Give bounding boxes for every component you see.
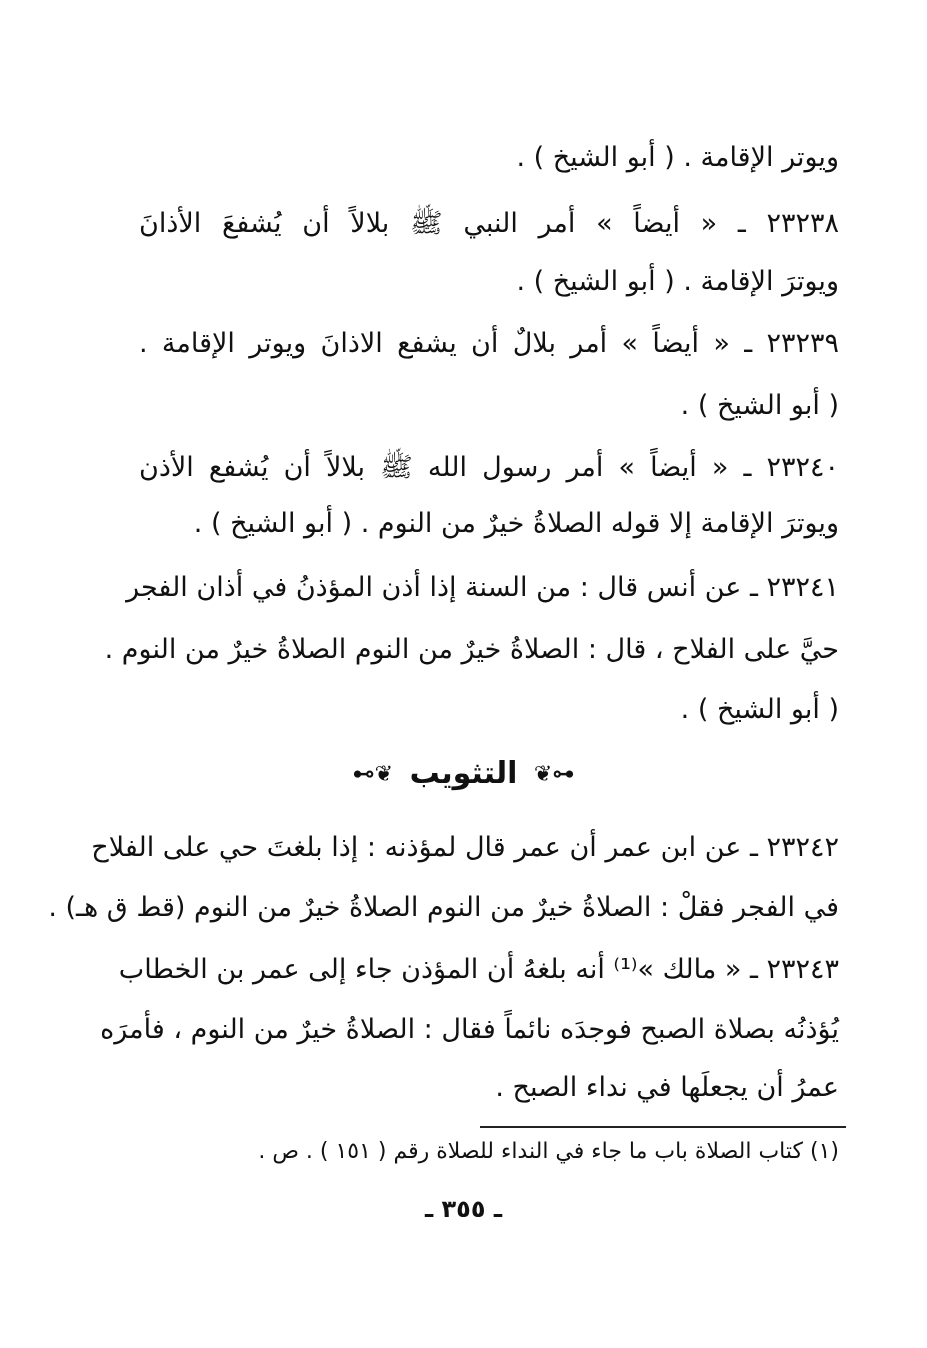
- hadith-23241-line-3: ( أبو الشيخ ) .: [680, 694, 839, 725]
- hadith-23238-line-2: ويوترَ الإقامة . ( أبو الشيخ ) .: [516, 266, 839, 297]
- hadith-23242-line-2: في الفجر فقلْ : الصلاةُ خيرٌ من النوم الصلاةُ خيرٌ من النوم (قط ق هـ) .: [48, 892, 839, 923]
- ornament-right-icon: ⊷❦: [533, 761, 575, 787]
- hadith-23240-line-1: ٢٣٢٤٠ ـ « أيضاً » أمر رسول الله ﷺ بلالاً أن يُشفع الأذن: [139, 452, 839, 483]
- hadith-23241-line-1: ٢٣٢٤١ ـ عن أنس قال : من السنة إذا أذن المؤذنُ في أذان الفجر: [126, 572, 839, 603]
- section-title: التثويب: [409, 756, 518, 791]
- hadith-23238-line-1: ٢٣٢٣٨ ـ « أيضاً » أمر النبي ﷺ بلالاً أن يُشفعَ الأذانَ: [139, 208, 839, 239]
- section-heading: [0, 752, 927, 797]
- hadith-23239-line-2: ( أبو الشيخ ) .: [680, 390, 839, 421]
- hadith-23243-line-3: عمرُ أن يجعلَها في نداء الصبح .: [495, 1072, 839, 1103]
- hadith-23241-line-2: حيَّ على الفلاح ، قال : الصلاةُ خيرٌ من النوم الصلاةُ خيرٌ من النوم .: [104, 634, 839, 665]
- footnote: (١) كتاب الصلاة باب ما جاء في النداء للصلاة رقم ( ١٥١ ) . ص .: [258, 1139, 839, 1164]
- hadith-23243-line-1: ٢٣٢٤٣ ـ « مالك »⁽¹⁾ أنه بلغهُ أن المؤذن جاء إلى عمر بن الخطاب: [118, 954, 839, 985]
- text-line-1: ويوتر الإقامة . ( أبو الشيخ ) .: [516, 142, 839, 173]
- hadith-23243-line-2: يُؤذنُه بصلاة الصبح فوجدَه نائماً فقال : الصلاةُ خيرٌ من النوم ، فأمرَه: [100, 1014, 839, 1045]
- ornament-left-icon: ❦⊶: [352, 761, 394, 787]
- hadith-23242-line-1: ٢٣٢٤٢ ـ عن ابن عمر أن عمر قال لمؤذنه : إذا بلغتَ حي على الفلاح: [91, 832, 839, 863]
- footnote-divider: [480, 1126, 846, 1128]
- hadith-23239-line-1: ٢٣٢٣٩ ـ « أيضاً » أمر بلالٌ أن يشفع الاذانَ ويوتر الإقامة .: [139, 328, 839, 359]
- hadith-23240-line-2: ويوترَ الإقامة إلا قوله الصلاةُ خيرٌ من النوم . ( أبو الشيخ ) .: [193, 508, 839, 539]
- page-number: ـ ٣٥٥ ـ: [424, 1195, 503, 1223]
